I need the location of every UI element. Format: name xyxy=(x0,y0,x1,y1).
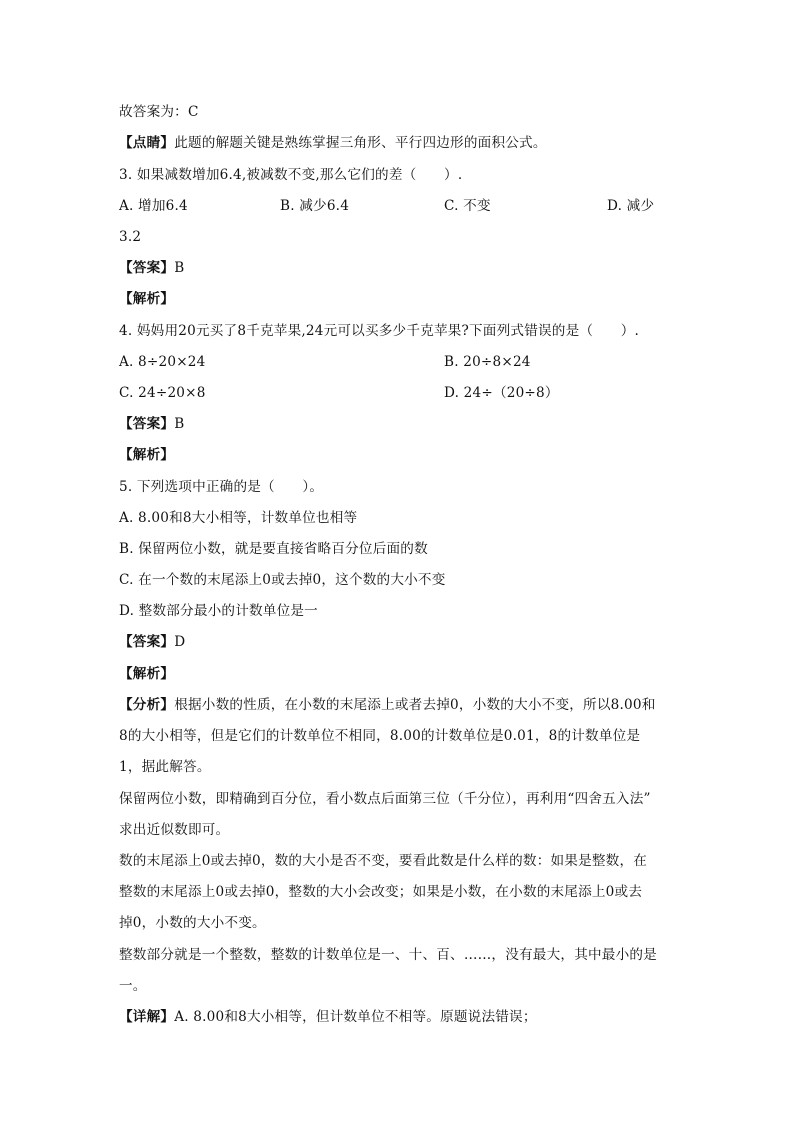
q3-option-d-wrap: 3.2 xyxy=(119,229,142,245)
q4-option-b: B. 20÷8×24 xyxy=(444,354,531,370)
q4-option-a: A. 8÷20×24 xyxy=(119,354,206,370)
q5-option-c: C. 在一个数的末尾添上0或去掉0，这个数的大小不变 xyxy=(119,572,446,588)
q3-answer-value: B xyxy=(174,260,185,276)
q4-analysis-tag: 【解析】 xyxy=(119,447,175,463)
q5-xiangjie-text: A. 8.00和8大小相等，但计数单位不相等。原题说法错误； xyxy=(174,1009,537,1025)
q5-analysis xyxy=(119,664,679,684)
q5-para3-line-2: 整数的末尾添上0或去掉0，整数的大小会改变；如果是小数，在小数的末尾添上0或去 xyxy=(119,884,643,900)
q3-analysis-tag: 【解析】 xyxy=(119,291,175,307)
q4-answer-tag: 【答案】 xyxy=(119,416,175,432)
q5-fenxi-tag: 【分析】 xyxy=(119,697,175,713)
q5-fenxi-line-1 xyxy=(119,695,679,715)
q5-option-a: A. 8.00和8大小相等，计数单位也相等 xyxy=(119,510,358,526)
q4-stem: 4. 妈妈用20元买了8千克苹果,24元可以买多少千克苹果?下面列式错误的是（ ）. xyxy=(119,323,640,339)
q5-analysis-tag: 【解析】 xyxy=(119,666,175,682)
q5-option-b: B. 保留两位小数，就是要直接省略百分位后面的数 xyxy=(119,541,428,557)
q5-answer-tag: 【答案】 xyxy=(119,634,175,650)
q5-para2-line-1: 保留两位小数，即精确到百分位，看小数点后面第三位（千分位），再利用“四舍五入法” xyxy=(119,791,651,807)
q4-option-d: D. 24÷（20÷8） xyxy=(444,385,559,401)
q3-option-a: A. 增加6.4 xyxy=(119,198,188,214)
q5-para3-line-1: 数的末尾添上0或去掉0，数的大小是否不变，要看此数是什么样的数：如果是整数，在 xyxy=(119,853,648,869)
q5-xiangjie-line xyxy=(119,1007,679,1027)
q3-answer-tag: 【答案】 xyxy=(119,260,175,276)
q3-answer xyxy=(119,258,679,278)
q5-fenxi-line-3: 1，据此解答。 xyxy=(119,759,211,775)
q5-para2-line-2: 求出近似数即可。 xyxy=(119,822,230,838)
q5-answer-value: D xyxy=(174,634,186,650)
q4-answer xyxy=(119,414,679,434)
q4-analysis xyxy=(119,445,679,465)
q5-para4-line-1: 整数部分就是一个整数，整数的计数单位是一、十、百、……，没有最大，其中最小的是 xyxy=(119,947,657,963)
q5-para3-line-3: 掉0，小数的大小不变。 xyxy=(119,915,266,931)
q3-option-b: B. 减少6.4 xyxy=(280,198,350,214)
q3-option-c: C. 不变 xyxy=(444,198,491,214)
q3-option-d: D. 减少 xyxy=(607,198,655,214)
q5-answer xyxy=(119,632,679,652)
q3-analysis xyxy=(119,289,679,309)
dianjing-tag: 【点睛】 xyxy=(119,135,175,151)
prev-answer: 故答案为：C xyxy=(119,104,199,120)
q5-fenxi-line-2: 8的大小相等，但是它们的计数单位不相同，8.00的计数单位是0.01，8的计数单位是 xyxy=(119,728,641,744)
q4-option-c: C. 24÷20×8 xyxy=(119,385,206,401)
q4-answer-value: B xyxy=(174,416,185,432)
q3-stem: 3. 如果减数增加6.4,被减数不变,那么它们的差（ ）. xyxy=(119,167,463,183)
q5-stem: 5. 下列选项中正确的是（ ）。 xyxy=(119,479,324,495)
q5-para4-line-2: 一。 xyxy=(119,978,147,994)
dianjing-text: 此题的解题关键是熟练掌握三角形、平行四边形的面积公式。 xyxy=(174,135,547,151)
q5-xiangjie-tag: 【详解】 xyxy=(119,1009,175,1025)
q5-option-d: D. 整数部分最小的计数单位是一 xyxy=(119,603,318,619)
dianjing-line xyxy=(119,133,679,153)
q5-fenxi-text-1: 根据小数的性质，在小数的末尾添上或者去掉0，小数的大小不变，所以8.00和 xyxy=(174,697,656,713)
